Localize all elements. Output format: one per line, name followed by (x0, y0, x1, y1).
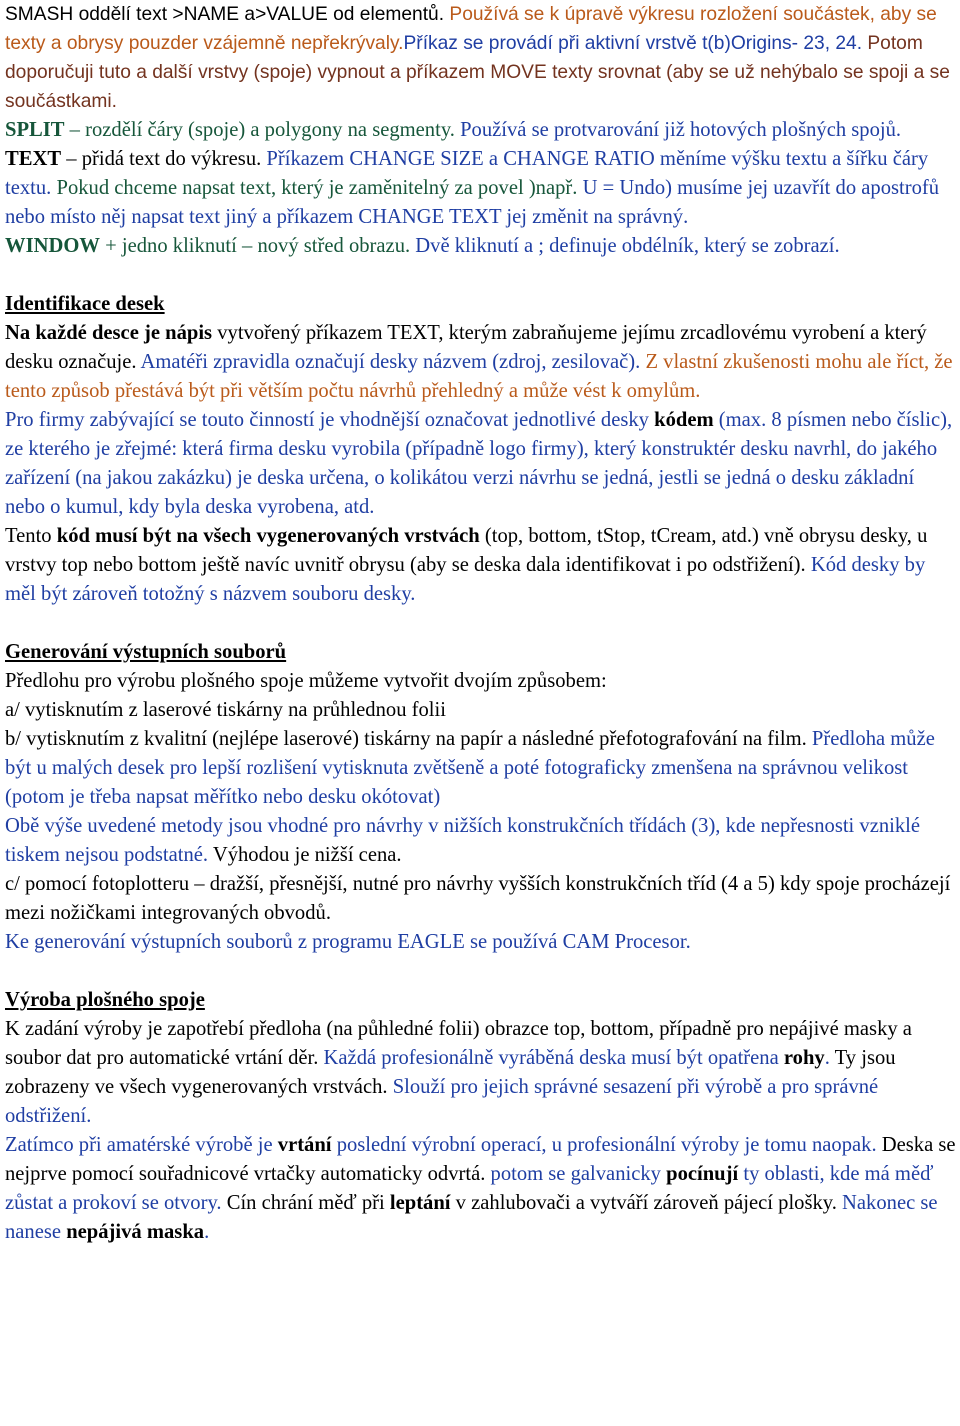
text-span: poslední výrobní operací, u profesionální výroby je tomu naopak. (331, 1134, 882, 1156)
bold-phrase: kódem (654, 409, 714, 431)
paragraph (5, 812, 956, 870)
paragraph (5, 406, 956, 522)
text-span: Používá se protvarování již hotových plošných spojů. (460, 119, 902, 141)
text-span: Slouží pro jejich správné sesazení při výrobě a pro správné odstřižení. (5, 1076, 879, 1127)
paragraph: c/ pomocí fotoplotteru – dražší, přesnější, nutné pro návrhy vyšších konstrukčních tříd (4 a 5) kdy spoje procházejí mezi nožičkami integrovaných obvodů. (5, 873, 951, 924)
text-span: Příkaz se provádí při aktivní vrstvě t(b)Origins- 23, 24. (403, 33, 868, 54)
text-span: – přidá text do výkresu. (61, 148, 267, 170)
text-span: Cín chrání měď při (226, 1192, 390, 1214)
text-span: + jedno kliknutí – nový střed obrazu. (99, 235, 416, 257)
spacer (5, 609, 956, 638)
text-span: Obě výše uvedené metody jsou vhodné pro návrhy v nižších konstrukčních třídách (3), kde nepřesnosti vzniklé tiskem nejsou podstatné. (5, 815, 921, 866)
text-span: potom se galvanicky (490, 1163, 667, 1185)
bold-phrase: leptání (389, 1192, 451, 1214)
text-span: Z vlastní zkušenosti mohu ale říct, že tento způsob přestává být při větším počtu návrhů přehledný a může vést k omylům. (5, 351, 953, 402)
text-span: U = Undo) musíme jej uzavřít do apostrofů nebo místo něj napsat text jiný a příkazem CHANGE TEXT jej změnit na správný. (5, 177, 940, 228)
text-span: Každá profesionálně vyráběná deska musí být opatřena (323, 1047, 784, 1069)
command-term: WINDOW (5, 235, 100, 257)
text-span: (max. 8 písmen nebo číslic), ze kterého je zřejmé: která firma desku vyrobila (případně logo firmy), který konstruktér desku navrhl, do jakého zařízení (na jakou zakázku) je deska určena, o kolikátou verzi návrhu se jedná, jestli se jedná o desku základní nebo o kumul, kdy byla deska vyrobena, atd. (5, 409, 953, 518)
paragraph (5, 1131, 956, 1247)
paragraph: Ke generování výstupních souborů z programu EAGLE se používá CAM Procesor. (5, 931, 691, 953)
text-span: SMASH oddělí text >NAME a>VALUE od elementů. (5, 4, 450, 25)
text-span: Pro firmy zabývající se touto činností je vhodnější označovat jednotlivé desky (5, 409, 655, 431)
text-span: K zadání výroby je zapotřebí předloha (na půhledné folii) obrazce top, bottom, případně pro nepájivé masky a soubor dat pro automatické vrtání děr. (5, 1018, 912, 1069)
text-span: Deska se nejprve pomocí souřadnicové vrtačky automaticky odvrtá. (5, 1134, 956, 1185)
paragraph (5, 1015, 956, 1131)
text-span: ty oblasti, kde má měď zůstat a prokoví se otvory. (5, 1163, 934, 1214)
heading-generovani: Generování výstupních souborů (5, 641, 287, 663)
text-span: . (824, 1047, 835, 1069)
text-span: – rozdělí čáry (spoje) a polygony na segmenty. (64, 119, 461, 141)
text-span: Používá se k úpravě výkresu rozložení součástek, aby se texty a obrysy pouzder vzájemně nepřekrývaly. (5, 4, 937, 54)
text-span: Nakonec se nanese (5, 1192, 938, 1243)
text-span: Kód desky by měl být zároveň totožný s názvem souboru desky. (5, 554, 926, 605)
bold-phrase: kód musí být na všech vygenerovaných vrstvách (56, 525, 480, 547)
text-span: . (204, 1221, 210, 1243)
text-span: Předloha může být u malých desek pro lepší rozlišení vytisknuta zvětšeně a poté fotograficky zmenšena na správnou velikost (potom je třeba napsat měřítko nebo desku okótovat) (5, 728, 935, 808)
command-term: TEXT (5, 148, 62, 170)
heading-identifikace: Identifikace desek (5, 293, 165, 315)
paragraph-smash (5, 0, 956, 116)
paragraph-window (5, 232, 956, 261)
bold-phrase: pocínují (666, 1163, 739, 1185)
heading-vyroba: Výroba plošného spoje (5, 989, 205, 1011)
bold-phrase: nepájivá maska (66, 1221, 205, 1243)
text-span: Pokud chceme napsat text, který je zaměnitelný za povel )např. (56, 177, 583, 199)
spacer (5, 261, 956, 290)
paragraph-text (5, 145, 956, 232)
paragraph: a/ vytisknutím z laserové tiskárny na průhlednou folii (5, 699, 446, 721)
paragraph (5, 319, 956, 406)
bold-phrase: vrtání (277, 1134, 332, 1156)
text-span: Příkazem CHANGE SIZE a CHANGE RATIO měníme výšku textu a šířku čáry textu. (5, 148, 929, 199)
text-span: Zatímco při amatérské výrobě je (5, 1134, 278, 1156)
spacer (5, 957, 956, 986)
text-span: v zahlubovači a vytváří zároveň pájecí plošky. (450, 1192, 843, 1214)
paragraph (5, 725, 956, 812)
text-span: Tento (5, 525, 57, 547)
text-span: Výhodou je nižší cena. (212, 844, 402, 866)
bold-phrase: Na každé desce je nápis (5, 322, 213, 344)
text-span: Potom doporučuji tuto a další vrstvy (spoje) vypnout a příkazem MOVE texty srovnat (aby se už nehýbalo se spoji a se součástkami. (5, 33, 950, 112)
command-term: SPLIT (5, 119, 65, 141)
text-span: vytvořený příkazem TEXT, kterým zabraňujeme jejímu zrcadlovému vyrobení a který desku označuje. (5, 322, 927, 373)
text-span: (top, bottom, tStop, tCream, atd.) vně obrysu desky, u vrstvy top nebo bottom ještě navíc uvnitř obrysu (aby se deska dala identifikovat i po odstřižení). (5, 525, 928, 576)
paragraph (5, 522, 956, 609)
text-span: Amatéři zpravidla označují desky názvem (zdroj, zesilovač). (140, 351, 646, 373)
text-span: Dvě kliknutí a ; definuje obdélník, který se zobrazí. (415, 235, 840, 257)
text-span: Ty jsou zobrazeny ve všech vygenerovaných vrstvách. (5, 1047, 896, 1098)
bold-phrase: rohy (783, 1047, 825, 1069)
paragraph: Předlohu pro výrobu plošného spoje můžeme vytvořit dvojím způsobem: (5, 670, 607, 692)
paragraph-split (5, 116, 956, 145)
text-span: b/ vytisknutím z kvalitní (nejlépe laserové) tiskárny na papír a následné přefotografování na film. (5, 728, 812, 750)
